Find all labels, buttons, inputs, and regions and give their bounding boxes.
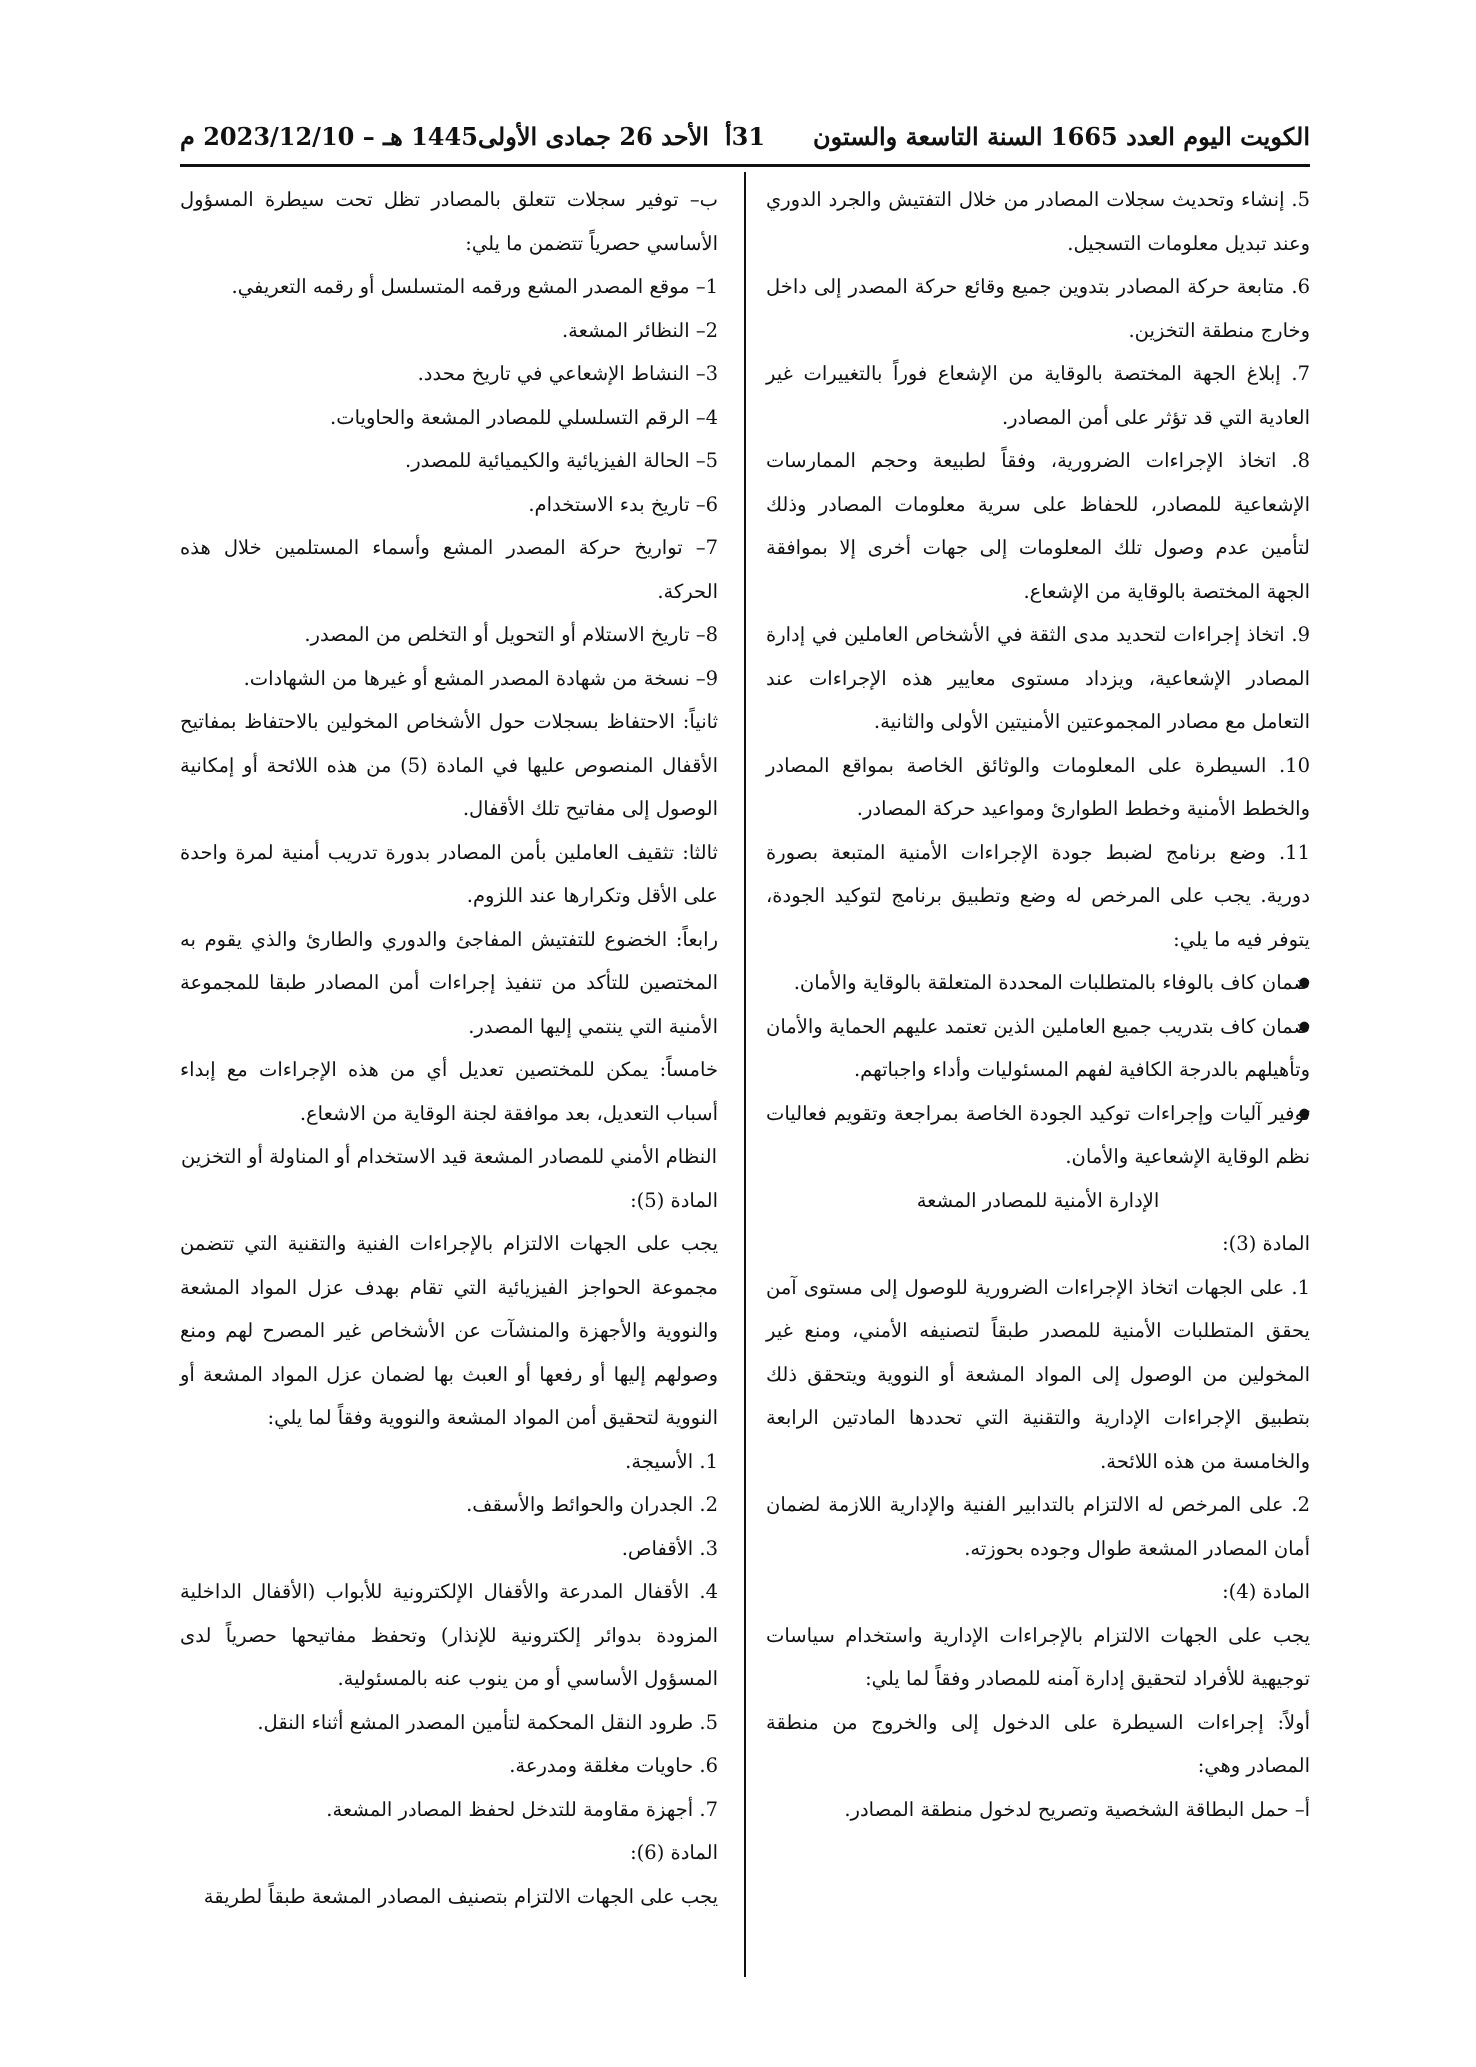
barrier-item: 7. أجهزة مقاومة للتدخل لحفظ المصادر المشعة. [326, 1797, 718, 1821]
paragraph-7: 7. إبلاغ الجهة المختصة بالوقاية من الإشعاع فوراً بالتغييرات غير العادية التي قد تؤثر على أمن المصادر. [766, 362, 1310, 429]
article-4-second: ثانياً: الاحتفاظ بسجلات حول الأشخاص المخولين بالاحتفاظ بمفاتيح الأقفال المنصوص عليها في المادة (5) من هذه اللائحة أو إمكانية الوصول إلى مفاتيح تلك الأقفال. [180, 710, 718, 820]
section-title: النظام الأمني للمصادر المشعة قيد الاستخدام أو المناولة أو التخزين [181, 1145, 717, 1168]
article-5-heading: المادة (5): [630, 1188, 718, 1212]
barrier-item: 5. طرود النقل المحكمة لتأمين المصدر المشع أثناء النقل. [257, 1710, 718, 1734]
paragraph-10: 10. السيطرة على المعلومات والوثائق الخاصة بمواقع المصادر والخطط الأمنية وخطط الطوارئ ومواعيد حركة المصادر. [766, 753, 1310, 820]
record-item: 6– تاريخ بدء الاستخدام. [528, 492, 718, 516]
record-item: 8– تاريخ الاستلام أو التحويل أو التخلص من المصدر. [304, 623, 718, 646]
record-item: 5– الحالة الفيزيائية والكيميائية للمصدر. [405, 449, 718, 472]
article-5-intro: يجب على الجهات الالتزام بالإجراءات الفنية والتقنية التي تتضمن مجموعة الحواجز الفيزيائية التي تقام بهدف عزل المواد المشعة والنووية والأجهزة والمنشآت عن الأشخاص غير المصرح لهم ومنع وصولهم إليها أو رفعها أو العبث بها لضمان عزل المواد المشعة أو النووية لتحقيق أمن المواد المشعة والنووية وفقاً لما يلي: [180, 1232, 718, 1429]
bullet-item: ● ضمان كاف بالوفاء بالمتطلبات المحددة المتعلقة بالوقاية والأمان. [766, 961, 1310, 1005]
header-date: الأحد 26 جمادى الأولى1445 هـ – 2023/12/10 م [180, 122, 709, 151]
barrier-item: 4. الأقفال المدرعة والأقفال الإلكترونية للأبواب (الأقفال الداخلية المزودة بدوائر إلكترونية للإنذار) وتحفظ مفاتيحها حصرياً لدى المسؤول الأساسي أو من ينوب عنه بالمسئولية. [180, 1580, 718, 1690]
article-4-first: أولاً: إجراءات السيطرة على الدخول إلى والخروج من منطقة المصادر وهي: [766, 1710, 1310, 1777]
article-4-heading: المادة (4): [1222, 1580, 1310, 1603]
right-column [766, 178, 1310, 1831]
barrier-item: 2. الجدران والحوائط والأسقف. [466, 1493, 718, 1516]
header-rule [180, 164, 1310, 167]
paragraph-11: 11. وضع برنامج لضبط جودة الإجراءات الأمنية المتبعة بصورة دورية. يجب على المرخص له وضع وتطبيق برنامج لتوكيد الجودة، يتوفر فيه ما يلي: [766, 840, 1310, 951]
record-item: 3– النشاط الإشعاعي في تاريخ محدد. [417, 362, 718, 385]
column-divider [744, 172, 746, 1977]
article-4-item-b: ب– توفير سجلات تتعلق بالمصادر تظل تحت سيطرة المسؤول الأساسي حصرياً تتضمن ما يلي: [180, 188, 718, 255]
header-issue-info: الكويت اليوم العدد 1665 السنة التاسعة والستون [813, 122, 1310, 151]
barrier-item: 3. الأقفاص. [621, 1536, 718, 1560]
bullet-item: ● ضمان كاف بتدريب جميع العاملين الذين تعتمد عليهم الحماية والأمان وتأهيلهم بالدرجة الكافية لفهم المسئوليات وأداء واجباتهم. [766, 1005, 1310, 1092]
barrier-item: 6. حاويات مغلقة ومدرعة. [509, 1754, 718, 1777]
article-4-intro: يجب على الجهات الالتزام بالإجراءات الإدارية واستخدام سياسات توجيهية للأفراد لتحقيق إدارة آمنه للمصادر وفقاً لما يلي: [766, 1623, 1310, 1690]
article-3-item-2: 2. على المرخص له الالتزام بالتدابير الفنية والإدارية اللازمة لضمان أمان المصادر المشعة طوال وجوده بحوزته. [766, 1493, 1310, 1560]
article-6-heading: المادة (6): [630, 1841, 718, 1864]
record-item: 2– النظائر المشعة. [561, 318, 718, 342]
record-item: 4– الرقم التسلسلي للمصادر المشعة والحاويات. [330, 405, 718, 429]
page-number: 31أ [724, 122, 766, 151]
article-4-item-a: أ– حمل البطاقة الشخصية وتصريح لدخول منطقة المصادر. [844, 1797, 1310, 1821]
page-header [180, 118, 1310, 160]
record-item: 7– تواريخ حركة المصدر المشع وأسماء المستلمين خلال هذه الحركة. [180, 536, 718, 603]
article-4-third: ثالثا: تثقيف العاملين بأمن المصادر بدورة تدريب أمنية لمرة واحدة على الأقل وتكرارها عند اللزوم. [180, 840, 718, 907]
barrier-item: 1. الأسيجة. [625, 1449, 718, 1473]
paragraph-6: 6. متابعة حركة المصادر بتدوين جميع وقائع حركة المصدر إلى داخل وخارج منطقة التخزين. [766, 275, 1310, 342]
section-title: الإدارة الأمنية للمصادر المشعة [916, 1188, 1160, 1212]
paragraph-8: 8. اتخاذ الإجراءات الضرورية، وفقاً لطبيعة وحجم الممارسات الإشعاعية للمصادر، للحفاظ على سرية معلومات المصادر وذلك لتأمين عدم وصول تلك المعلومات إلى جهات أخرى إلا بموافقة الجهة المختصة بالوقاية من الإشعاع. [766, 449, 1310, 603]
paragraph-9: 9. اتخاذ إجراءات لتحديد مدى الثقة في الأشخاص العاملين في إدارة المصادر الإشعاعية، ويزداد مستوى معايير هذه الإجراءات عند التعامل مع مصادر المجموعتين الأمنيتين الأولى والثانية. [766, 623, 1310, 733]
article-4-fifth: خامساً: يمكن للمختصين تعديل أي من هذه الإجراءات مع إبداء أسباب التعديل، بعد موافقة لجنة الوقاية من الاشعاع. [180, 1058, 718, 1125]
left-column [180, 178, 718, 1918]
article-6-intro: يجب على الجهات الالتزام بتصنيف المصادر المشعة طبقاً لطريقة [203, 1884, 718, 1908]
record-item: 9– نسخة من شهادة المصدر المشع أو غيرها من الشهادات. [243, 666, 718, 690]
article-3-heading: المادة (3): [1222, 1232, 1310, 1255]
article-4-fourth: رابعاً: الخضوع للتفتيش المفاجئ والدوري والطارئ والذي يقوم به المختصين للتأكد من تنفيذ إجراءات أمن المصادر طبقا للمجموعة الأمنية التي ينتمي إليها المصدر. [180, 927, 718, 1038]
article-3-item-1: 1. على الجهات اتخاذ الإجراءات الضرورية للوصول إلى مستوى آمن يحقق المتطلبات الأمنية للمصدر طبقاً لتصنيفه الأمني، ومنع غير المخولين من الوصول إلى المواد المشعة أو النووية ويتحقق ذلك بتطبيق الإجراءات الإدارية والتقنية التي تحددها المادتين الرابعة والخامسة من هذه اللائحة. [766, 1275, 1310, 1473]
paragraph-5: 5. إنشاء وتحديث سجلات المصادر من خلال التفتيش والجرد الدوري وعند تبديل معلومات التسجيل. [766, 188, 1310, 255]
record-item: 1– موقع المصدر المشع ورقمه المتسلسل أو رقمه التعريفي. [231, 275, 718, 298]
bullet-item: ● توفير آليات وإجراءات توكيد الجودة الخاصة بمراجعة وتقويم فعاليات نظم الوقاية الإشعاعية والأمان. [766, 1092, 1310, 1179]
